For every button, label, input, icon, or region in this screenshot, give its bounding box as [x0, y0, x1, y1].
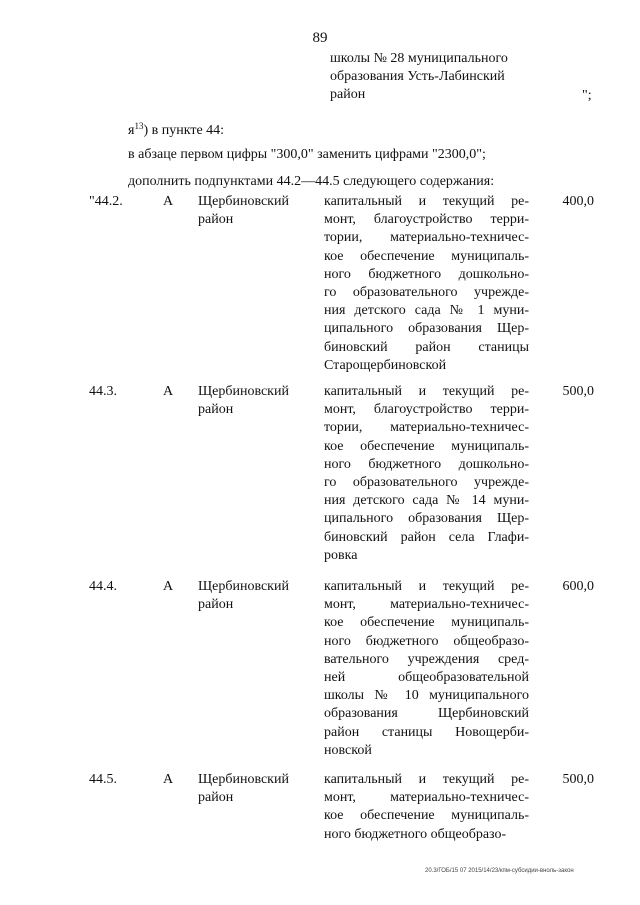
row-municipality	[198, 193, 310, 229]
description-line: образования Щербиновский	[324, 706, 529, 722]
description-line: вательного учреждения сред-	[324, 651, 529, 667]
description-line: ней общеобразовательной	[324, 670, 529, 686]
item-heading-text: ) в пункте 44:	[143, 123, 225, 138]
description-line: ния детского сада № 14 муни-	[324, 493, 529, 509]
description-line: капитальный и текущий ре-	[324, 384, 529, 399]
description-line: капитальный и текущий ре-	[324, 579, 529, 594]
row-number: 44.4.	[89, 579, 117, 594]
item-superscript: 13	[134, 121, 144, 131]
description-line: ровка	[324, 547, 358, 563]
description-line: монт, благоустройство терри-	[324, 212, 529, 228]
page-number: 89	[312, 30, 328, 46]
description-line: монт, материально-техничес-	[324, 597, 529, 613]
row-number: "44.2.	[89, 194, 123, 209]
description-line: монт, материально-техничес-	[324, 790, 529, 806]
description-line: го образовательного учрежде-	[324, 285, 529, 301]
previous-entry-line: школы № 28 муниципального	[330, 51, 508, 66]
municipality-line: район	[198, 597, 234, 613]
row-category: А	[163, 579, 174, 594]
description-line: тории, материально-техничес-	[324, 230, 529, 246]
municipality-line: район	[198, 212, 234, 228]
description-line: кое обеспечение муниципаль-	[324, 438, 529, 454]
row-description	[324, 578, 529, 760]
previous-entry-line: образования Усть-Лабинский	[330, 69, 505, 84]
description-line: капитальный и текущий ре-	[324, 194, 529, 209]
addition-paragraph: дополнить подпунктами 44.2—44.5 следующего содержания:	[128, 174, 495, 189]
description-line: школы № 10 муниципального	[324, 688, 529, 704]
row-category: А	[163, 194, 174, 209]
municipality-line: Щербиновский	[198, 579, 289, 594]
description-line: ного бюджетного дошкольно-	[324, 266, 529, 282]
municipality-line: район	[198, 790, 234, 806]
description-line: ного бюджетного общеобразо-	[324, 826, 507, 842]
row-amount: 400,0	[562, 194, 594, 209]
description-line: монт, благоустройство терри-	[324, 402, 529, 418]
description-line: кое обеспечение муниципаль-	[324, 248, 529, 264]
document-footer: 20.3/ГОБ/15 07 2015/14/23/кпм-субсидии-вноль-закон	[425, 868, 574, 874]
row-number: 44.5.	[89, 772, 117, 787]
municipality-line: Щербиновский	[198, 384, 289, 399]
item-letter: я	[128, 123, 135, 138]
row-category: А	[163, 384, 174, 399]
row-amount: 600,0	[562, 579, 594, 594]
previous-entry-line: район	[330, 87, 366, 102]
description-line: го образовательного учрежде-	[324, 475, 529, 491]
row-description	[324, 383, 529, 565]
description-line: район станицы Новощерби-	[324, 724, 529, 740]
description-line: ципального образования Щер-	[324, 511, 529, 527]
description-line: кое обеспечение муниципаль-	[324, 808, 529, 824]
previous-entry-continuation	[330, 50, 530, 104]
row-municipality	[198, 771, 310, 807]
description-line: ного бюджетного общеобразо-	[324, 633, 529, 649]
change-paragraph: в абзаце первом цифры "300,0" заменить цифрами "2300,0";	[128, 147, 486, 162]
description-line: капитальный и текущий ре-	[324, 772, 529, 787]
description-line: ципального образования Щер-	[324, 321, 529, 337]
description-line: биновский район станицы	[324, 339, 529, 355]
description-line: кое обеспечение муниципаль-	[324, 615, 529, 631]
description-line: новской	[324, 742, 372, 758]
description-line: биновский район села Глафи-	[324, 529, 529, 545]
description-line: тории, материально-техничес-	[324, 420, 529, 436]
row-amount: 500,0	[562, 384, 594, 399]
municipality-line: Щербиновский	[198, 772, 289, 787]
row-description	[324, 771, 529, 844]
description-line: ния детского сада № 1 муни-	[324, 303, 529, 319]
row-number: 44.3.	[89, 384, 117, 399]
description-line: ного бюджетного дошкольно-	[324, 456, 529, 472]
row-municipality	[198, 578, 310, 614]
closing-quote: ";	[582, 88, 592, 103]
municipality-line: район	[198, 402, 234, 418]
row-category: А	[163, 772, 174, 787]
description-line: Старощербиновской	[324, 357, 447, 373]
row-municipality	[198, 383, 310, 419]
item-heading	[128, 117, 224, 140]
row-description	[324, 193, 529, 375]
row-amount: 500,0	[562, 772, 594, 787]
municipality-line: Щербиновский	[198, 194, 289, 209]
